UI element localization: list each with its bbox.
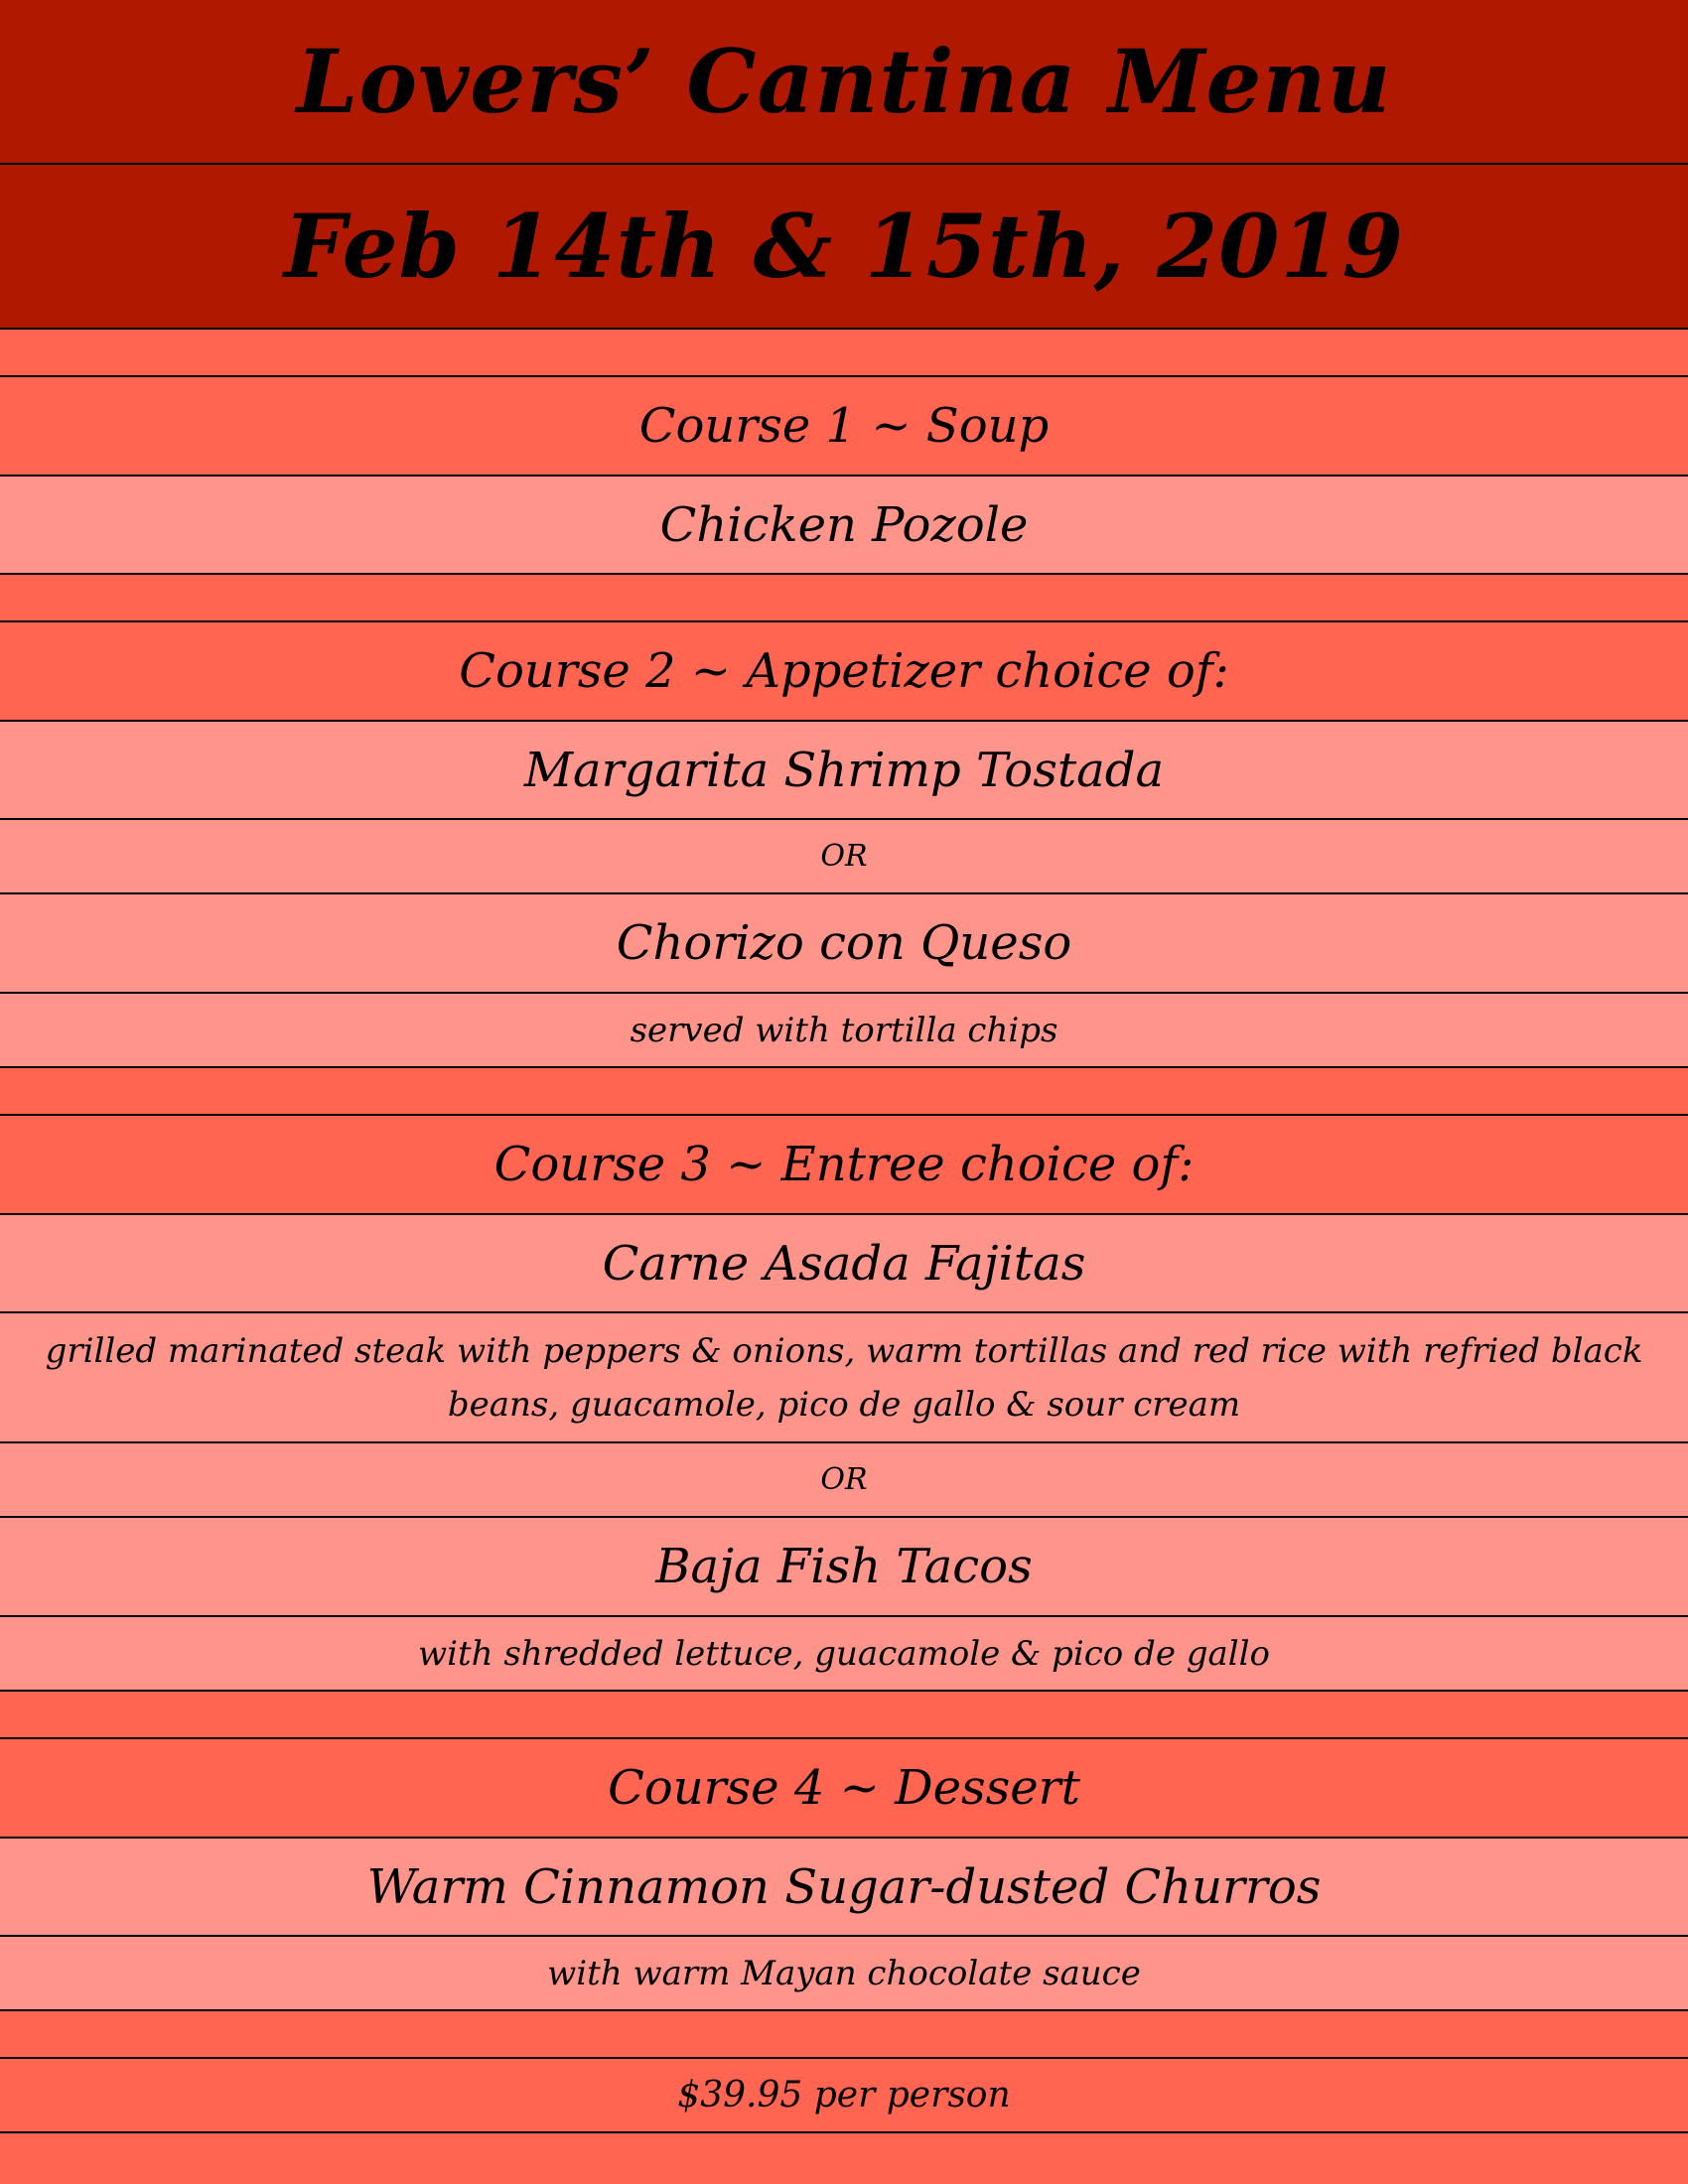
course-2-dish-2-desc-row — [0, 994, 1688, 1068]
course-1-dish-row — [0, 477, 1688, 575]
price-row — [0, 2059, 1688, 2133]
course-4-dish-desc-row — [0, 1937, 1688, 2011]
spacer-row — [0, 330, 1688, 377]
course-3-dish-2-row — [0, 1518, 1688, 1617]
course-1-heading-row — [0, 377, 1688, 477]
course-4-heading: Course 4 ~ Dessert — [608, 1760, 1080, 1816]
course-2-dish-2: Chorizo con Queso — [616, 915, 1072, 971]
menu-title: Lovers’ Cantina Menu — [296, 30, 1392, 133]
menu-date-row — [0, 165, 1688, 330]
menu-title-row — [0, 0, 1688, 165]
course-2-or: OR — [820, 839, 868, 874]
course-2-heading-row — [0, 622, 1688, 722]
course-3-dish-1: Carne Asada Fajitas — [602, 1235, 1086, 1292]
course-1-heading: Course 1 ~ Soup — [638, 398, 1050, 454]
course-2-dish-2-desc: served with tortilla chips — [630, 1010, 1058, 1050]
spacer-row — [0, 575, 1688, 622]
course-1-dish: Chicken Pozole — [659, 496, 1029, 553]
spacer-row — [0, 2011, 1688, 2059]
course-3-or-row — [0, 1443, 1688, 1518]
course-3-dish-2-desc: with shredded lettuce, guacamole & pico de gallo — [417, 1633, 1271, 1674]
course-3-heading: Course 3 ~ Entree choice of: — [493, 1137, 1195, 1192]
course-4-dish-desc: with warm Mayan chocolate sauce — [547, 1953, 1141, 1993]
course-3-or: OR — [820, 1462, 868, 1497]
course-4-dish-row — [0, 1839, 1688, 1937]
course-4-dish: Warm Cinnamon Sugar-dusted Churros — [366, 1858, 1322, 1915]
course-3-dish-1-desc: grilled marinated steak with peppers & onions, warm tortillas and red rice with refried black beans, guacamole, pico de gallo & sour cream — [45, 1330, 1643, 1425]
course-3-dish-2: Baja Fish Tacos — [655, 1539, 1033, 1594]
spacer-row — [0, 1692, 1688, 1739]
course-2-dish-1-row — [0, 722, 1688, 820]
menu-date: Feb 14th & 15th, 2019 — [284, 195, 1404, 298]
course-2-dish-1: Margarita Shrimp Tostada — [523, 742, 1165, 798]
course-2-dish-2-row — [0, 894, 1688, 994]
course-3-heading-row — [0, 1116, 1688, 1215]
course-3-dish-2-desc-row — [0, 1617, 1688, 1692]
price-text: $39.95 per person — [677, 2075, 1011, 2116]
course-3-dish-1-desc-row — [0, 1313, 1688, 1443]
course-2-or-row — [0, 820, 1688, 894]
course-4-heading-row — [0, 1739, 1688, 1839]
course-3-dish-1-row — [0, 1215, 1688, 1313]
spacer-row — [0, 1068, 1688, 1116]
course-2-heading: Course 2 ~ Appetizer choice of: — [459, 643, 1229, 699]
